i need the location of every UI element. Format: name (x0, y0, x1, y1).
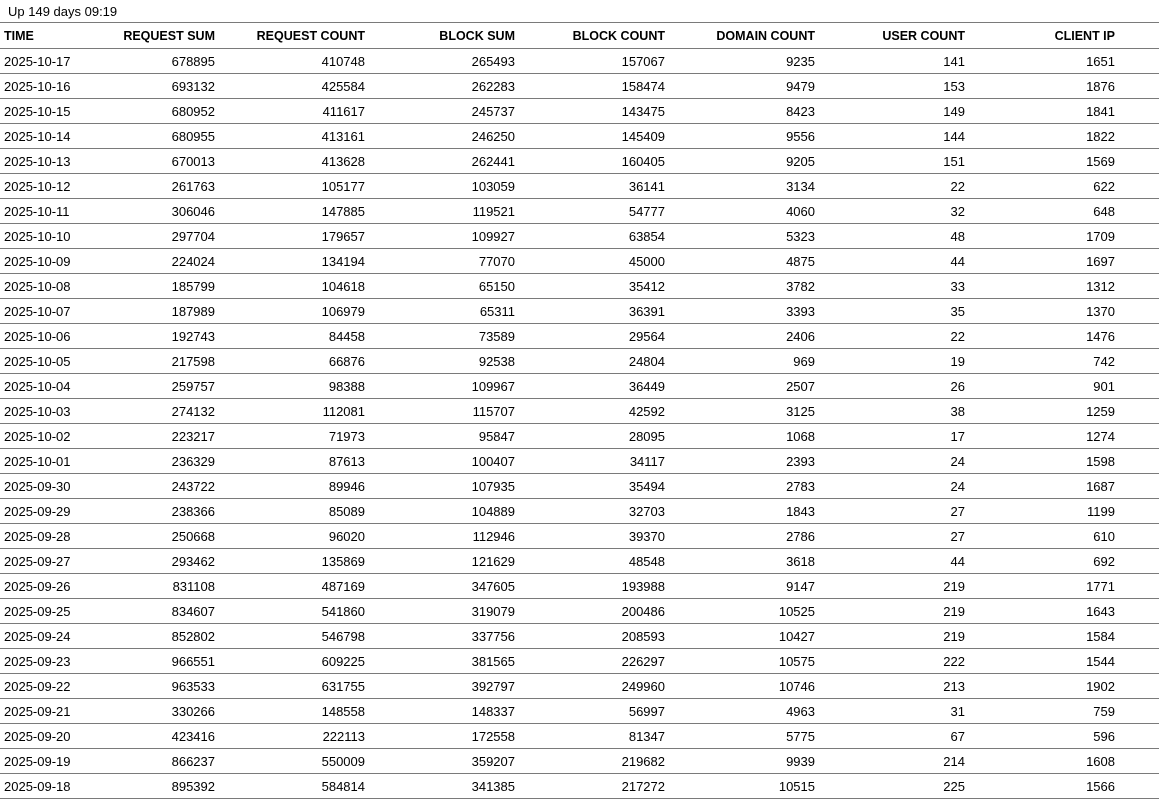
cell-block-count: 158474 (519, 74, 669, 99)
cell-user-count: 24 (819, 474, 969, 499)
cell-request-sum: 680952 (95, 99, 219, 124)
cell-request-count: 135869 (219, 549, 369, 574)
table-row (0, 174, 1159, 199)
table-row (0, 49, 1159, 74)
cell-block-count: 29564 (519, 324, 669, 349)
cell-request-sum: 306046 (95, 199, 219, 224)
cell-client-ip: 1822 (969, 124, 1159, 149)
cell-time: 2025-10-06 (0, 324, 95, 349)
cell-domain-count: 4963 (669, 699, 819, 724)
table-row (0, 349, 1159, 374)
cell-domain-count: 5775 (669, 724, 819, 749)
cell-request-count: 609225 (219, 649, 369, 674)
cell-block-sum: 92538 (369, 349, 519, 374)
cell-client-ip: 1259 (969, 399, 1159, 424)
table-row (0, 599, 1159, 624)
cell-domain-count: 10515 (669, 774, 819, 799)
cell-user-count: 222 (819, 649, 969, 674)
cell-block-count: 219682 (519, 749, 669, 774)
cell-request-count: 112081 (219, 399, 369, 424)
cell-client-ip: 622 (969, 174, 1159, 199)
cell-request-count: 104618 (219, 274, 369, 299)
cell-block-sum: 121629 (369, 549, 519, 574)
cell-request-count: 546798 (219, 624, 369, 649)
cell-request-count: 87613 (219, 449, 369, 474)
cell-request-count: 487169 (219, 574, 369, 599)
cell-block-sum: 341385 (369, 774, 519, 799)
cell-block-count: 48548 (519, 549, 669, 574)
header-request-count: REQUEST COUNT (219, 23, 369, 49)
cell-time: 2025-10-02 (0, 424, 95, 449)
cell-block-sum: 381565 (369, 649, 519, 674)
cell-domain-count: 10746 (669, 674, 819, 699)
cell-domain-count: 4060 (669, 199, 819, 224)
cell-user-count: 213 (819, 674, 969, 699)
cell-client-ip: 1643 (969, 599, 1159, 624)
cell-client-ip: 1274 (969, 424, 1159, 449)
cell-user-count: 48 (819, 224, 969, 249)
cell-domain-count: 9147 (669, 574, 819, 599)
cell-time: 2025-09-23 (0, 649, 95, 674)
cell-user-count: 44 (819, 249, 969, 274)
cell-request-count: 410748 (219, 49, 369, 74)
cell-request-sum: 224024 (95, 249, 219, 274)
cell-block-count: 200486 (519, 599, 669, 624)
cell-time: 2025-09-21 (0, 699, 95, 724)
cell-block-count: 217272 (519, 774, 669, 799)
cell-user-count: 219 (819, 624, 969, 649)
cell-client-ip: 742 (969, 349, 1159, 374)
cell-request-count: 134194 (219, 249, 369, 274)
table-row (0, 774, 1159, 799)
header-time: TIME (0, 23, 95, 49)
cell-request-count: 550009 (219, 749, 369, 774)
cell-request-count: 179657 (219, 224, 369, 249)
cell-block-count: 36141 (519, 174, 669, 199)
table-row (0, 324, 1159, 349)
cell-request-sum: 831108 (95, 574, 219, 599)
cell-user-count: 151 (819, 149, 969, 174)
cell-request-count: 105177 (219, 174, 369, 199)
cell-user-count: 32 (819, 199, 969, 224)
cell-block-sum: 337756 (369, 624, 519, 649)
cell-request-sum: 670013 (95, 149, 219, 174)
cell-block-count: 32703 (519, 499, 669, 524)
cell-block-count: 28095 (519, 424, 669, 449)
cell-domain-count: 2393 (669, 449, 819, 474)
cell-domain-count: 9556 (669, 124, 819, 149)
cell-block-count: 63854 (519, 224, 669, 249)
cell-request-count: 89946 (219, 474, 369, 499)
cell-domain-count: 10427 (669, 624, 819, 649)
table-header-row (0, 23, 1159, 49)
cell-domain-count: 3393 (669, 299, 819, 324)
cell-block-sum: 109967 (369, 374, 519, 399)
cell-time: 2025-09-24 (0, 624, 95, 649)
table-row (0, 74, 1159, 99)
cell-client-ip: 1651 (969, 49, 1159, 74)
cell-block-count: 56997 (519, 699, 669, 724)
cell-client-ip: 596 (969, 724, 1159, 749)
cell-block-count: 208593 (519, 624, 669, 649)
cell-user-count: 225 (819, 774, 969, 799)
cell-block-count: 36391 (519, 299, 669, 324)
table-row (0, 749, 1159, 774)
cell-block-sum: 73589 (369, 324, 519, 349)
cell-request-sum: 866237 (95, 749, 219, 774)
cell-client-ip: 1370 (969, 299, 1159, 324)
cell-time: 2025-10-11 (0, 199, 95, 224)
cell-time: 2025-09-18 (0, 774, 95, 799)
cell-request-sum: 297704 (95, 224, 219, 249)
cell-client-ip: 901 (969, 374, 1159, 399)
table-row (0, 449, 1159, 474)
cell-block-count: 45000 (519, 249, 669, 274)
cell-client-ip: 1598 (969, 449, 1159, 474)
cell-block-count: 54777 (519, 199, 669, 224)
cell-block-sum: 148337 (369, 699, 519, 724)
table-row (0, 549, 1159, 574)
uptime-status: Up 149 days 09:19 (8, 4, 118, 19)
table-row (0, 99, 1159, 124)
cell-block-sum: 319079 (369, 599, 519, 624)
cell-block-sum: 100407 (369, 449, 519, 474)
cell-block-sum: 65311 (369, 299, 519, 324)
cell-user-count: 31 (819, 699, 969, 724)
cell-domain-count: 10525 (669, 599, 819, 624)
cell-client-ip: 1687 (969, 474, 1159, 499)
cell-block-sum: 104889 (369, 499, 519, 524)
table-body (0, 49, 1159, 799)
cell-request-sum: 250668 (95, 524, 219, 549)
cell-request-count: 413161 (219, 124, 369, 149)
cell-domain-count: 4875 (669, 249, 819, 274)
cell-client-ip: 1902 (969, 674, 1159, 699)
cell-request-sum: 834607 (95, 599, 219, 624)
cell-request-count: 148558 (219, 699, 369, 724)
cell-request-count: 425584 (219, 74, 369, 99)
cell-domain-count: 9939 (669, 749, 819, 774)
cell-block-count: 81347 (519, 724, 669, 749)
cell-domain-count: 3125 (669, 399, 819, 424)
cell-block-sum: 347605 (369, 574, 519, 599)
cell-request-count: 98388 (219, 374, 369, 399)
table-row (0, 724, 1159, 749)
cell-block-sum: 65150 (369, 274, 519, 299)
table-row (0, 224, 1159, 249)
cell-time: 2025-10-04 (0, 374, 95, 399)
cell-request-count: 96020 (219, 524, 369, 549)
cell-block-sum: 119521 (369, 199, 519, 224)
cell-time: 2025-09-19 (0, 749, 95, 774)
cell-request-count: 106979 (219, 299, 369, 324)
cell-block-count: 39370 (519, 524, 669, 549)
cell-domain-count: 2786 (669, 524, 819, 549)
cell-request-sum: 693132 (95, 74, 219, 99)
cell-block-sum: 392797 (369, 674, 519, 699)
cell-block-sum: 109927 (369, 224, 519, 249)
cell-time: 2025-09-29 (0, 499, 95, 524)
cell-request-sum: 238366 (95, 499, 219, 524)
cell-domain-count: 2406 (669, 324, 819, 349)
cell-request-sum: 895392 (95, 774, 219, 799)
cell-client-ip: 1697 (969, 249, 1159, 274)
cell-client-ip: 610 (969, 524, 1159, 549)
cell-domain-count: 9479 (669, 74, 819, 99)
cell-client-ip: 1584 (969, 624, 1159, 649)
cell-block-sum: 262441 (369, 149, 519, 174)
table-row (0, 274, 1159, 299)
cell-block-sum: 262283 (369, 74, 519, 99)
header-block-sum: BLOCK SUM (369, 23, 519, 49)
cell-request-sum: 852802 (95, 624, 219, 649)
cell-request-count: 631755 (219, 674, 369, 699)
cell-domain-count: 5323 (669, 224, 819, 249)
cell-request-count: 411617 (219, 99, 369, 124)
cell-user-count: 22 (819, 324, 969, 349)
table-row (0, 124, 1159, 149)
table-row (0, 624, 1159, 649)
cell-time: 2025-09-28 (0, 524, 95, 549)
cell-user-count: 24 (819, 449, 969, 474)
cell-time: 2025-10-13 (0, 149, 95, 174)
cell-user-count: 219 (819, 599, 969, 624)
cell-request-sum: 963533 (95, 674, 219, 699)
cell-request-count: 541860 (219, 599, 369, 624)
cell-domain-count: 969 (669, 349, 819, 374)
cell-time: 2025-10-07 (0, 299, 95, 324)
header-user-count: USER COUNT (819, 23, 969, 49)
cell-request-count: 84458 (219, 324, 369, 349)
cell-user-count: 141 (819, 49, 969, 74)
cell-request-sum: 330266 (95, 699, 219, 724)
table-row (0, 649, 1159, 674)
cell-block-count: 249960 (519, 674, 669, 699)
cell-client-ip: 1569 (969, 149, 1159, 174)
cell-request-sum: 680955 (95, 124, 219, 149)
cell-request-count: 222113 (219, 724, 369, 749)
stats-table (0, 22, 1159, 799)
cell-block-count: 145409 (519, 124, 669, 149)
cell-user-count: 153 (819, 74, 969, 99)
cell-domain-count: 8423 (669, 99, 819, 124)
cell-client-ip: 1476 (969, 324, 1159, 349)
cell-request-sum: 678895 (95, 49, 219, 74)
table-row (0, 474, 1159, 499)
cell-user-count: 17 (819, 424, 969, 449)
cell-request-sum: 261763 (95, 174, 219, 199)
cell-request-sum: 223217 (95, 424, 219, 449)
cell-domain-count: 9205 (669, 149, 819, 174)
cell-user-count: 214 (819, 749, 969, 774)
cell-request-count: 584814 (219, 774, 369, 799)
table-row (0, 674, 1159, 699)
cell-time: 2025-10-09 (0, 249, 95, 274)
cell-request-sum: 192743 (95, 324, 219, 349)
cell-block-count: 34117 (519, 449, 669, 474)
cell-client-ip: 1876 (969, 74, 1159, 99)
cell-time: 2025-10-03 (0, 399, 95, 424)
cell-request-count: 413628 (219, 149, 369, 174)
cell-client-ip: 1841 (969, 99, 1159, 124)
table-row (0, 249, 1159, 274)
cell-block-sum: 77070 (369, 249, 519, 274)
cell-user-count: 44 (819, 549, 969, 574)
table-row (0, 149, 1159, 174)
cell-client-ip: 1566 (969, 774, 1159, 799)
cell-block-sum: 172558 (369, 724, 519, 749)
cell-block-sum: 112946 (369, 524, 519, 549)
cell-block-sum: 103059 (369, 174, 519, 199)
cell-time: 2025-10-08 (0, 274, 95, 299)
cell-block-sum: 115707 (369, 399, 519, 424)
cell-request-sum: 293462 (95, 549, 219, 574)
header-request-sum: REQUEST SUM (95, 23, 219, 49)
cell-client-ip: 692 (969, 549, 1159, 574)
cell-time: 2025-10-15 (0, 99, 95, 124)
cell-request-count: 66876 (219, 349, 369, 374)
cell-user-count: 27 (819, 524, 969, 549)
cell-user-count: 38 (819, 399, 969, 424)
cell-domain-count: 2507 (669, 374, 819, 399)
table-row (0, 424, 1159, 449)
cell-user-count: 33 (819, 274, 969, 299)
cell-client-ip: 1312 (969, 274, 1159, 299)
cell-block-count: 160405 (519, 149, 669, 174)
cell-request-sum: 185799 (95, 274, 219, 299)
header-client-ip: CLIENT IP (969, 23, 1159, 49)
cell-client-ip: 1199 (969, 499, 1159, 524)
cell-client-ip: 1771 (969, 574, 1159, 599)
cell-block-count: 24804 (519, 349, 669, 374)
cell-block-sum: 95847 (369, 424, 519, 449)
cell-domain-count: 1843 (669, 499, 819, 524)
table-row (0, 499, 1159, 524)
cell-user-count: 22 (819, 174, 969, 199)
cell-domain-count: 2783 (669, 474, 819, 499)
cell-block-count: 157067 (519, 49, 669, 74)
cell-block-count: 193988 (519, 574, 669, 599)
cell-block-sum: 245737 (369, 99, 519, 124)
cell-request-count: 147885 (219, 199, 369, 224)
cell-time: 2025-10-05 (0, 349, 95, 374)
cell-domain-count: 3618 (669, 549, 819, 574)
cell-domain-count: 9235 (669, 49, 819, 74)
cell-domain-count: 3134 (669, 174, 819, 199)
cell-time: 2025-09-25 (0, 599, 95, 624)
cell-time: 2025-09-20 (0, 724, 95, 749)
cell-request-sum: 243722 (95, 474, 219, 499)
cell-domain-count: 3782 (669, 274, 819, 299)
table-row (0, 699, 1159, 724)
cell-time: 2025-10-17 (0, 49, 95, 74)
cell-client-ip: 1709 (969, 224, 1159, 249)
cell-time: 2025-10-12 (0, 174, 95, 199)
cell-request-sum: 423416 (95, 724, 219, 749)
cell-domain-count: 10575 (669, 649, 819, 674)
cell-request-count: 71973 (219, 424, 369, 449)
table-row (0, 574, 1159, 599)
cell-user-count: 144 (819, 124, 969, 149)
cell-client-ip: 1544 (969, 649, 1159, 674)
cell-client-ip: 648 (969, 199, 1159, 224)
header-domain-count: DOMAIN COUNT (669, 23, 819, 49)
cell-user-count: 149 (819, 99, 969, 124)
cell-block-count: 36449 (519, 374, 669, 399)
cell-block-sum: 107935 (369, 474, 519, 499)
cell-time: 2025-10-14 (0, 124, 95, 149)
cell-domain-count: 1068 (669, 424, 819, 449)
cell-client-ip: 759 (969, 699, 1159, 724)
table-row (0, 299, 1159, 324)
cell-time: 2025-10-01 (0, 449, 95, 474)
cell-client-ip: 1608 (969, 749, 1159, 774)
cell-block-count: 143475 (519, 99, 669, 124)
cell-time: 2025-09-27 (0, 549, 95, 574)
cell-block-sum: 246250 (369, 124, 519, 149)
cell-user-count: 219 (819, 574, 969, 599)
cell-block-sum: 359207 (369, 749, 519, 774)
cell-time: 2025-09-22 (0, 674, 95, 699)
cell-block-sum: 265493 (369, 49, 519, 74)
cell-user-count: 67 (819, 724, 969, 749)
cell-user-count: 27 (819, 499, 969, 524)
cell-user-count: 19 (819, 349, 969, 374)
cell-request-sum: 217598 (95, 349, 219, 374)
cell-request-sum: 187989 (95, 299, 219, 324)
table-row (0, 399, 1159, 424)
cell-time: 2025-10-10 (0, 224, 95, 249)
cell-request-sum: 274132 (95, 399, 219, 424)
table-row (0, 374, 1159, 399)
header-block-count: BLOCK COUNT (519, 23, 669, 49)
cell-time: 2025-09-26 (0, 574, 95, 599)
cell-user-count: 26 (819, 374, 969, 399)
cell-request-sum: 966551 (95, 649, 219, 674)
cell-request-sum: 259757 (95, 374, 219, 399)
cell-block-count: 35494 (519, 474, 669, 499)
cell-block-count: 35412 (519, 274, 669, 299)
cell-request-sum: 236329 (95, 449, 219, 474)
cell-request-count: 85089 (219, 499, 369, 524)
cell-user-count: 35 (819, 299, 969, 324)
cell-time: 2025-09-30 (0, 474, 95, 499)
cell-block-count: 42592 (519, 399, 669, 424)
cell-block-count: 226297 (519, 649, 669, 674)
table-row (0, 524, 1159, 549)
cell-time: 2025-10-16 (0, 74, 95, 99)
table-row (0, 199, 1159, 224)
